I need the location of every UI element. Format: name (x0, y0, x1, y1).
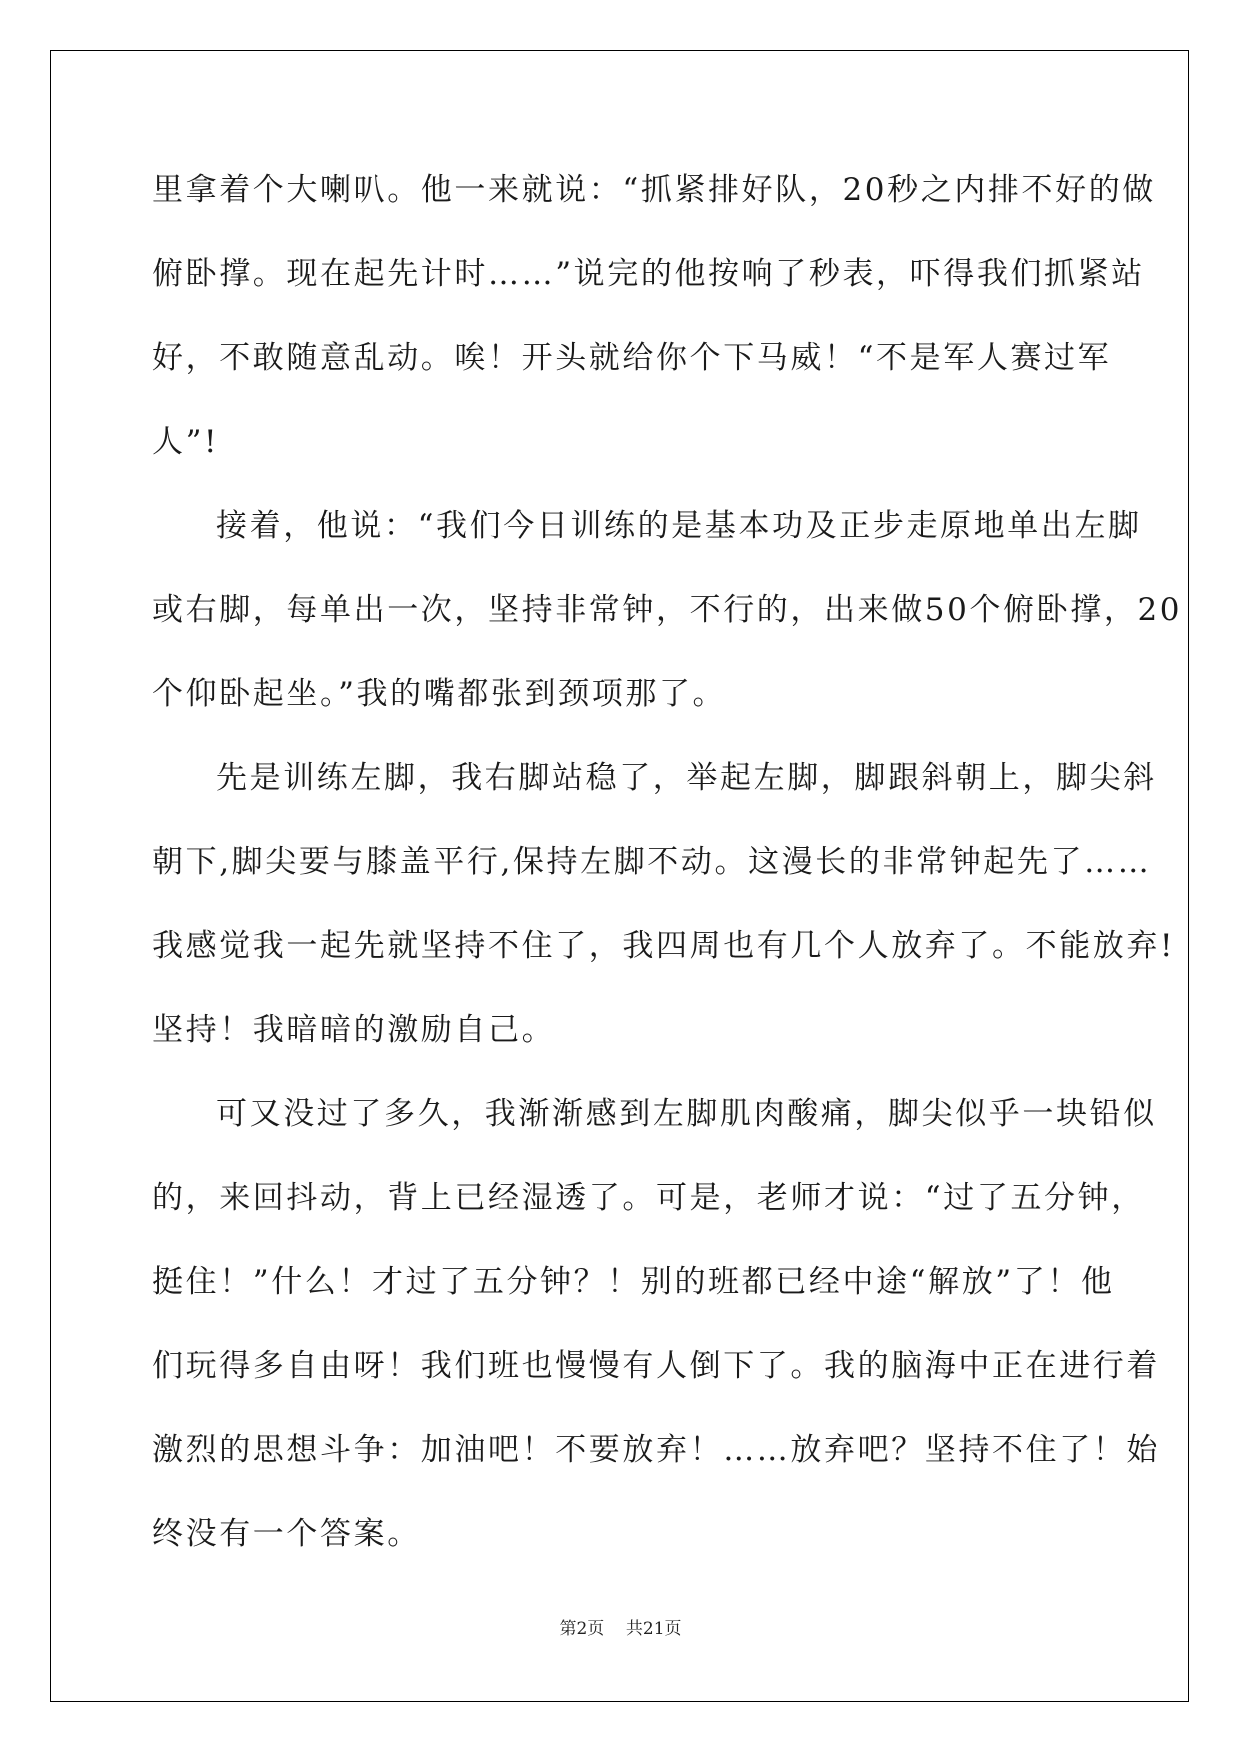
text-line: 或右脚，每单出一次，坚持非常钟，不行的，出来做50个俯卧撑，20 (152, 592, 1183, 628)
text-line: 朝下,脚尖要与膝盖平行,保持左脚不动。这漫长的非常钟起先了…… (152, 844, 1152, 880)
text-line: 人”! (152, 424, 220, 460)
paragraph-first-line: 先是训练左脚，我右脚站稳了，举起左脚，脚跟斜朝上，脚尖斜 (216, 760, 1157, 796)
text-line: 挺住！”什么！才过了五分钟？！别的班都已经中途“解放”了！他 (152, 1264, 1115, 1300)
text-line: 的，来回抖动，背上已经湿透了。可是，老师才说：“过了五分钟， (152, 1180, 1145, 1216)
text-line: 激烈的思想斗争：加油吧！不要放弃！……放弃吧？坚持不住了！始 (152, 1432, 1160, 1468)
text-line: 里拿着个大喇叭。他一来就说：“抓紧排好队，20秒之内排不好的做 (152, 172, 1156, 208)
document-body (152, 164, 1183, 1592)
text-line: 坚持！我暗暗的激励自己。 (152, 1012, 556, 1048)
text-line: 俯卧撑。现在起先计时……”说完的他按响了秒表，吓得我们抓紧站 (152, 256, 1145, 292)
paragraph-first-line: 接着，他说：“我们今日训练的是基本功及正步走原地单出左脚 (216, 508, 1142, 544)
text-line: 好，不敢随意乱动。唉！开头就给你个下马威！“不是军人赛过军 (152, 340, 1112, 376)
text-line: 们玩得多自由呀！我们班也慢慢有人倒下了。我的脑海中正在进行着 (152, 1348, 1160, 1384)
paragraph-first-line: 可又没过了多久，我渐渐感到左脚肌肉酸痛，脚尖似乎一块铅似 (216, 1096, 1157, 1132)
text-line: 我感觉我一起先就坚持不住了，我四周也有几个人放弃了。不能放弃! (152, 928, 1176, 964)
text-line: 终没有一个答案。 (152, 1516, 421, 1552)
page-number: 第2页 共21页 (559, 1619, 682, 1639)
text-line: 个仰卧起坐。”我的嘴都张到颈项那了。 (152, 676, 727, 712)
